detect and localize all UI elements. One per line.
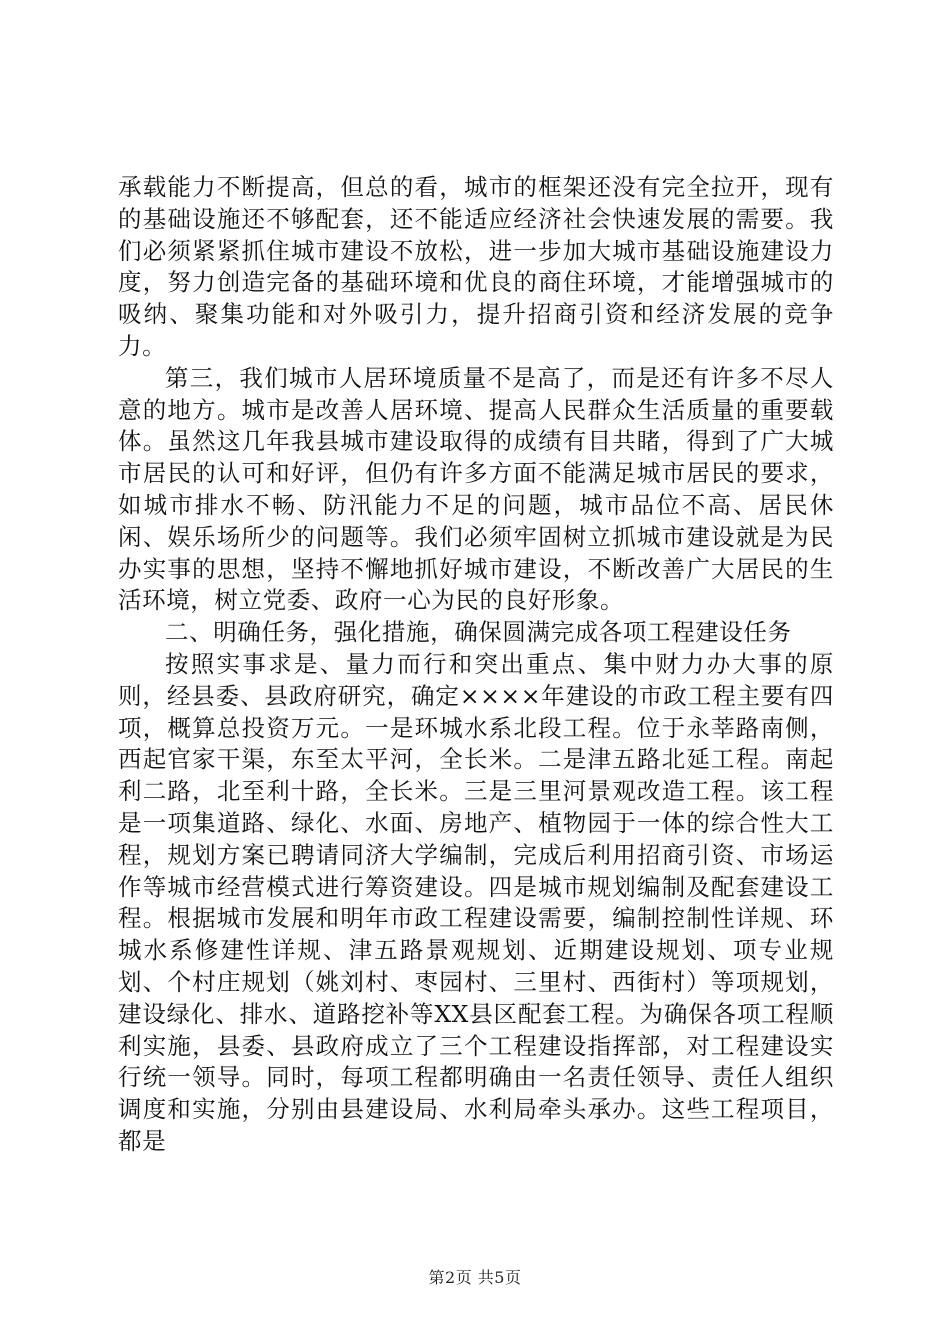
page-footer: 第2页 共5页 bbox=[428, 1268, 522, 1287]
paragraph-2: 第三，我们城市人居环境质量不是高了，而是还有许多不尽人意的地方。城市是改善人居环境、提高人民群众生活质量的重要载体。虽然这几年我县城市建设取得的成绩有目共睹，得到了广大城市居民的认可和好评，但仍有许多方面不能满足城市居民的要求，如城市排水不畅、防汛能力不足的问题，城市品位不高、居民休闲、娱乐场所少的问题等。我们必须牢固树立抓城市建设就是为民办实事的思想，坚持不懈地抓好城市建设，不断改善广大居民的生活环境，树立党委、政府一心为民的良好形象。 bbox=[118, 363, 834, 615]
paragraph-1: 承载能力不断提高，但总的看，城市的框架还没有完全拉开，现有的基础设施还不够配套，还不能适应经济社会快速发展的需要。我们必须紧紧抓住城市建设不放松，进一步加大城市基础设施建设力度，努力创造完备的基础环境和优良的商住环境，才能增强城市的吸纳、聚集功能和对外吸引力，提升招商引资和经济发展的竞争力。 bbox=[118, 173, 834, 360]
paragraph-4: 按照实事求是、量力而行和突出重点、集中财力办大事的原则，经县委、县政府研究，确定××××年建设的市政工程主要有四项，概算总投资万元。一是环城水系北段工程。位于永莘路南侧，西起官家干渠，东至太平河，全长米。二是津五路北延工程。南起利二路，北至利十路，全长米。三是三里河景观改造工程。该工程是一项集道路、绿化、水面、房地产、植物园于一体的综合性大工程，规划方案已聘请同济大学编制，完成后利用招商引资、市场运作等城市经营模式进行筹资建设。四是城市规划编制及配套建设工程。根据城市发展和明年市政工程建设需要，编制控制性详规、环城水系修建性详规、津五路景观规划、近期建设规划、项专业规划、个村庄规划（姚刘村、枣园村、三里村、西街村）等项规划，建设绿化、排水、道路挖补等XX县区配套工程。为确保各项工程顺利实施，县委、县政府成立了三个工程建设指挥部，对工程建设实行统一领导。同时，每项工程都明确由一名责任领导、责任人组织调度和实施，分别由县建设局、水利局牵头承办。这些工程项目，都是 bbox=[118, 649, 834, 1155]
document-body bbox=[118, 172, 834, 1158]
section-heading: 二、明确任务，强化措施，确保圆满完成各项工程建设任务 bbox=[165, 618, 792, 647]
